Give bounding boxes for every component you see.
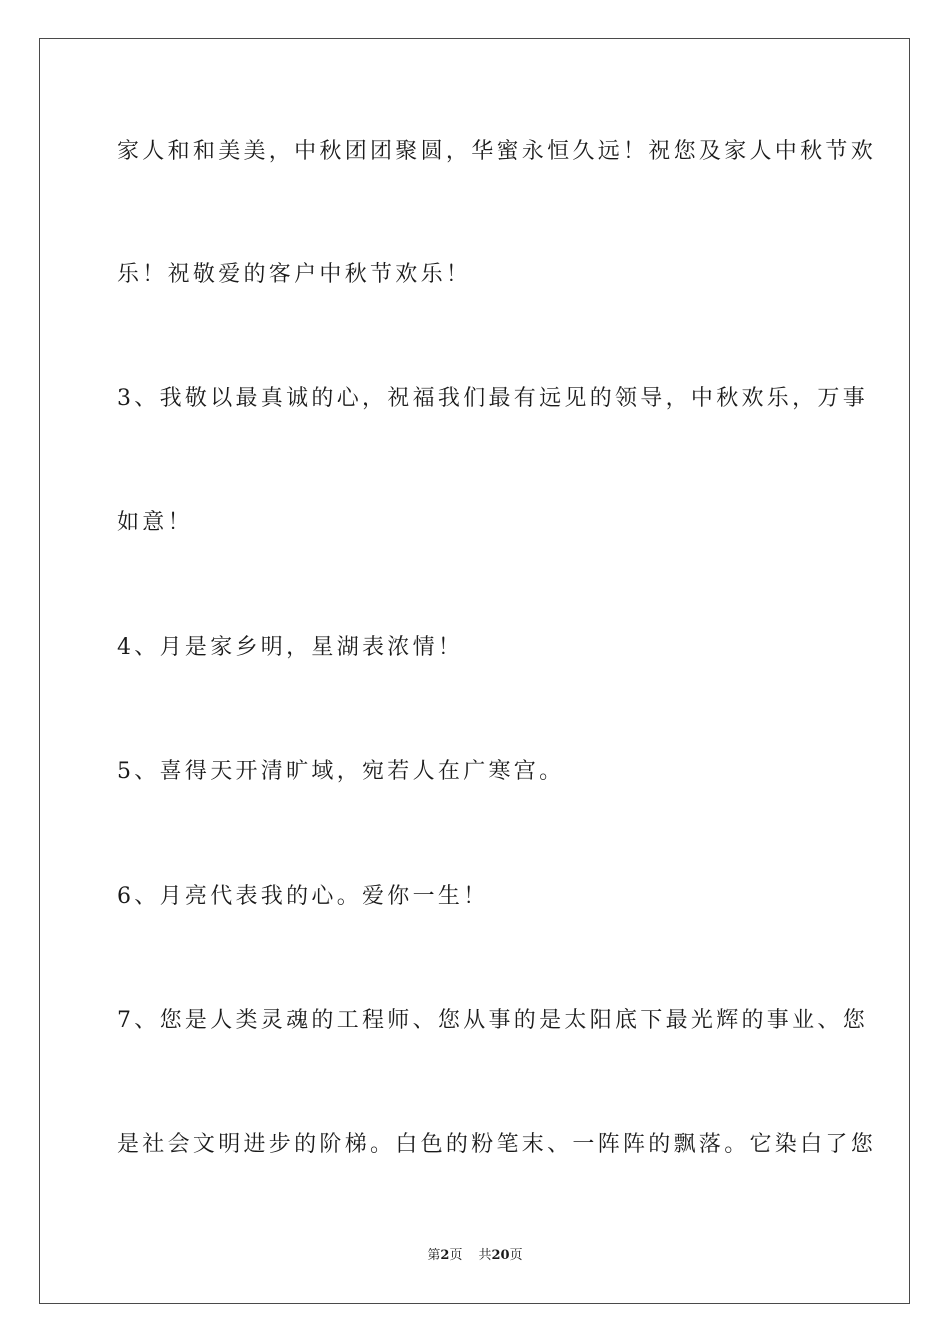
page-number: 2 — [440, 1248, 450, 1263]
text-line: 7、您是人类灵魂的工程师、您从事的是太阳底下最光辉的事业、您 — [117, 1008, 868, 1033]
text-line: 5、喜得天开清旷域，宛若人在广寒宫。 — [117, 759, 565, 784]
text-line: 乐！祝敬爱的客户中秋节欢乐！ — [117, 262, 472, 287]
text-line: 4、月是家乡明，星湖表浓情！ — [117, 635, 464, 660]
page-suffix: 页 — [449, 1248, 463, 1263]
total-prefix: 共 — [478, 1248, 492, 1263]
text-line: 6、月亮代表我的心。爱你一生！ — [117, 884, 489, 909]
page-footer — [0, 1247, 950, 1265]
text-line: 如意！ — [117, 510, 193, 535]
text-line: 是社会文明进步的阶梯。白色的粉笔末、一阵阵的飘落。它染白了您 — [117, 1132, 877, 1157]
page-border — [39, 38, 910, 1304]
text-line: 3、我敬以最真诚的心，祝福我们最有远见的领导，中秋欢乐，万事 — [117, 386, 868, 411]
total-suffix: 页 — [509, 1248, 523, 1263]
text-line: 家人和和美美，中秋团团聚圆，华蜜永恒久远！祝您及家人中秋节欢 — [117, 139, 877, 164]
page-prefix: 第 — [427, 1248, 441, 1263]
total-pages: 20 — [491, 1248, 510, 1263]
